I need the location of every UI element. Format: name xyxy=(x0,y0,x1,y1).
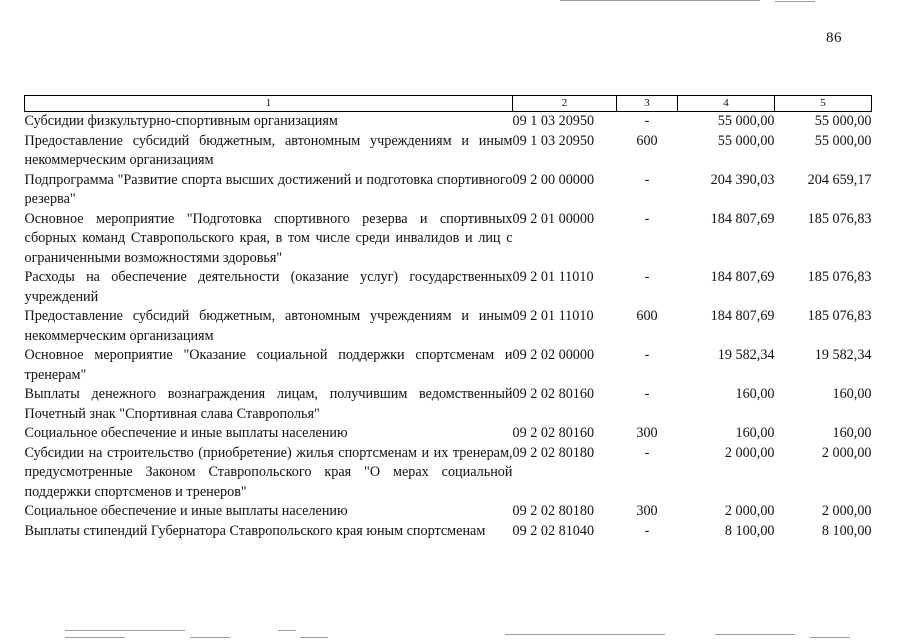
table-row xyxy=(25,522,872,542)
row-code: 09 2 02 80180 xyxy=(512,503,595,519)
row-code: 09 1 03 20950 xyxy=(512,132,595,149)
row-name: Основное мероприятие "Оказание социальной поддержки спортсменам и тренерам" xyxy=(24,347,513,383)
row-value1: 19 582,34 xyxy=(717,347,775,363)
row-value1: 55 000,00 xyxy=(717,113,775,129)
table-row xyxy=(25,132,872,171)
row-type: 300 xyxy=(636,503,658,519)
row-type: - xyxy=(644,269,650,285)
scan-artifact-bottom-7 xyxy=(715,634,795,635)
row-name: Субсидии на строительство (приобретение) жилья спортсменам и их тренерам, предусмотренные Законом Ставропольского края "О мерах социальной поддержки спортсменов и тренеров" xyxy=(24,444,513,500)
scan-artifact-top xyxy=(560,0,760,1)
table-row xyxy=(25,112,872,132)
row-value1: 2 000,00 xyxy=(724,444,775,461)
table-row xyxy=(25,502,872,522)
row-code: 09 2 02 00000 xyxy=(512,347,595,363)
row-value2: 2 000,00 xyxy=(821,503,872,519)
row-type: 600 xyxy=(636,132,658,149)
row-value1: 160,00 xyxy=(735,386,775,402)
table-row xyxy=(25,424,872,444)
row-value1: 184 807,69 xyxy=(710,269,775,285)
row-type: 600 xyxy=(636,308,658,324)
row-code: 09 2 01 00000 xyxy=(512,210,595,227)
row-name: Социальное обеспечение и иные выплаты населению xyxy=(24,503,348,519)
row-type: - xyxy=(644,386,650,402)
row-value2: 204 659,17 xyxy=(807,171,872,188)
row-value2: 185 076,83 xyxy=(807,269,872,285)
table-row xyxy=(25,210,872,269)
row-code: 09 2 01 11010 xyxy=(512,269,594,285)
scan-artifact-bottom-1 xyxy=(65,630,185,631)
row-type: - xyxy=(644,444,650,461)
row-code: 09 2 02 80160 xyxy=(512,386,595,402)
row-code: 09 2 02 80160 xyxy=(512,425,595,441)
table-row xyxy=(25,268,872,307)
row-name: Предоставление субсидий бюджетным, автономным учреждениям и иным некоммерческим организациям xyxy=(24,308,513,344)
row-type: - xyxy=(644,347,650,363)
table-row xyxy=(25,307,872,346)
row-value1: 2 000,00 xyxy=(724,503,775,519)
row-code: 09 2 01 11010 xyxy=(512,308,594,324)
scan-artifact-bottom-8 xyxy=(810,637,850,638)
row-value2: 8 100,00 xyxy=(821,522,872,539)
row-value1: 160,00 xyxy=(735,425,775,441)
row-name: Расходы на обеспечение деятельности (оказание услуг) государственных учреждений xyxy=(24,269,513,305)
budget-table xyxy=(24,95,872,541)
header-col-value1: 4 xyxy=(678,96,775,112)
row-type: - xyxy=(644,210,650,227)
header-col-type: 3 xyxy=(617,96,678,112)
row-value2: 160,00 xyxy=(832,386,872,402)
row-value1: 184 807,69 xyxy=(710,308,775,324)
row-value2: 185 076,83 xyxy=(807,210,872,227)
header-col-code: 2 xyxy=(513,96,617,112)
row-value1: 8 100,00 xyxy=(724,522,775,539)
row-value2: 160,00 xyxy=(832,425,872,441)
scan-artifact-bottom-3 xyxy=(190,637,230,638)
row-type: - xyxy=(644,171,650,188)
row-name: Подпрограмма "Развитие спорта высших достижений и подготовка спортивного резерва" xyxy=(24,171,513,207)
scan-artifact-bottom-5 xyxy=(300,637,328,638)
row-name: Основное мероприятие "Подготовка спортивного резерва и спортивных сборных команд Ставропольского края, в том числе среди инвалидов и лиц с ограниченными возможностями здоровья" xyxy=(24,210,513,266)
row-name: Социальное обеспечение и иные выплаты населению xyxy=(24,425,348,441)
row-name: Субсидии физкультурно-спортивным организациям xyxy=(24,113,338,129)
row-value2: 185 076,83 xyxy=(807,308,872,324)
table-row xyxy=(25,346,872,385)
row-type: 300 xyxy=(636,425,658,441)
row-value1: 55 000,00 xyxy=(717,132,775,149)
row-value1: 204 390,03 xyxy=(710,171,775,188)
scan-artifact-top-right xyxy=(775,1,815,2)
row-type: - xyxy=(644,522,650,539)
row-name: Выплаты денежного вознаграждения лицам, получившим ведомственный Почетный знак "Спортивная слава Ставрополья" xyxy=(24,386,513,422)
row-value2: 2 000,00 xyxy=(821,444,872,461)
table-row xyxy=(25,444,872,503)
row-value1: 184 807,69 xyxy=(710,210,775,227)
row-value2: 19 582,34 xyxy=(814,347,872,363)
scan-artifact-bottom-6 xyxy=(505,634,665,635)
page-number: 86 xyxy=(826,30,842,46)
row-code: 09 2 00 00000 xyxy=(512,171,595,188)
scan-artifact-bottom-2 xyxy=(65,637,125,638)
row-name: Предоставление субсидий бюджетным, автономным учреждениям и иным некоммерческим организациям xyxy=(24,132,513,168)
row-code: 09 1 03 20950 xyxy=(512,113,595,129)
table-row xyxy=(25,171,872,210)
scan-artifact-bottom-4 xyxy=(278,630,296,631)
row-type: - xyxy=(644,113,650,129)
header-col-name: 1 xyxy=(25,96,513,112)
row-name: Выплаты стипендий Губернатора Ставропольского края юным спортсменам xyxy=(24,522,486,539)
table-header-row xyxy=(25,96,872,112)
header-col-value2: 5 xyxy=(775,96,872,112)
row-value2: 55 000,00 xyxy=(814,113,872,129)
row-code: 09 2 02 81040 xyxy=(512,522,595,539)
table-row xyxy=(25,385,872,424)
row-value2: 55 000,00 xyxy=(814,132,872,149)
row-code: 09 2 02 80180 xyxy=(512,444,595,461)
